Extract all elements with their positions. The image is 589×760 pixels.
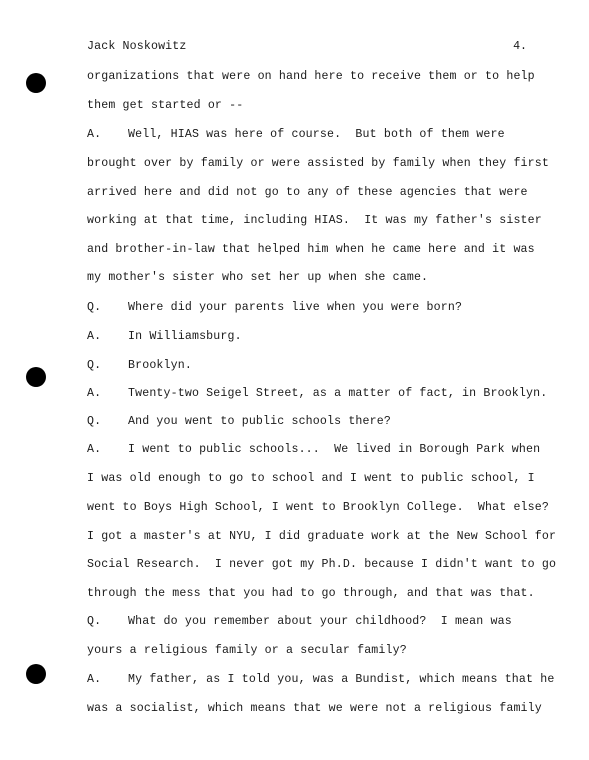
speaker-label: Q. — [87, 415, 102, 428]
line-text: brought over by family or were assisted by family when they first — [87, 157, 549, 170]
transcript-line — [87, 186, 528, 200]
transcript-line — [87, 443, 540, 457]
punch-hole — [26, 664, 46, 684]
line-text: went to Boys High School, I went to Brooklyn College. What else? — [87, 501, 549, 514]
line-text: and brother-in-law that helped him when he came here and it was — [87, 243, 535, 256]
header-name: Jack Noskowitz — [87, 40, 187, 53]
transcript-line — [87, 472, 535, 486]
transcript-line — [87, 157, 549, 171]
speaker-label: A. — [87, 673, 102, 686]
line-text: my mother's sister who set her up when she came. — [87, 271, 429, 284]
line-text: Brooklyn. — [128, 359, 192, 372]
transcript-line — [87, 615, 512, 629]
transcript-line — [87, 387, 547, 401]
line-text: arrived here and did not go to any of these agencies that were — [87, 186, 528, 199]
line-text: organizations that were on hand here to receive them or to help — [87, 70, 535, 83]
transcript-line — [87, 501, 549, 515]
line-text: What do you remember about your childhood? I mean was — [128, 615, 512, 628]
line-text: I was old enough to go to school and I went to public school, I — [87, 472, 535, 485]
punch-hole — [26, 73, 46, 93]
transcript-line — [87, 330, 242, 344]
line-text: I got a master's at NYU, I did graduate work at the New School for — [87, 530, 557, 543]
transcript-line — [87, 271, 428, 285]
line-text: Social Research. I never got my Ph.D. because I didn't want to go — [87, 558, 557, 571]
transcript-line — [87, 587, 535, 601]
speaker-label: A. — [87, 387, 102, 400]
transcript-line — [87, 673, 554, 687]
transcript-line — [87, 558, 556, 572]
transcript-line — [87, 70, 535, 84]
page-number: 4. — [513, 40, 527, 53]
transcript-line — [87, 644, 407, 658]
punch-hole — [26, 367, 46, 387]
speaker-label: A. — [87, 128, 102, 141]
transcript-line — [87, 99, 243, 113]
line-text: yours a religious family or a secular family? — [87, 644, 407, 657]
line-text: Twenty-two Seigel Street, as a matter of fact, in Brooklyn. — [128, 387, 548, 400]
transcript-line — [87, 415, 391, 429]
line-text: them get started or -- — [87, 99, 244, 112]
transcript-line — [87, 214, 542, 228]
speaker-label: Q. — [87, 615, 102, 628]
transcript-line — [87, 359, 192, 373]
line-text: I went to public schools... We lived in Borough Park when — [128, 443, 541, 456]
transcript-line — [87, 301, 462, 315]
line-text: through the mess that you had to go through, and that was that. — [87, 587, 535, 600]
speaker-label: Q. — [87, 301, 102, 314]
speaker-label: A. — [87, 330, 102, 343]
line-text: My father, as I told you, was a Bundist, which means that he — [128, 673, 555, 686]
transcript-line — [87, 530, 556, 544]
line-text: In Williamsburg. — [128, 330, 242, 343]
line-text: was a socialist, which means that we were not a religious family — [87, 702, 542, 715]
transcript-line — [87, 702, 542, 716]
line-text: working at that time, including HIAS. It was my father's sister — [87, 214, 542, 227]
line-text: And you went to public schools there? — [128, 415, 391, 428]
transcript-line — [87, 128, 505, 142]
speaker-label: Q. — [87, 359, 102, 372]
line-text: Well, HIAS was here of course. But both of them were — [128, 128, 505, 141]
line-text: Where did your parents live when you were born? — [128, 301, 463, 314]
speaker-label: A. — [87, 443, 102, 456]
transcript-line — [87, 243, 535, 257]
